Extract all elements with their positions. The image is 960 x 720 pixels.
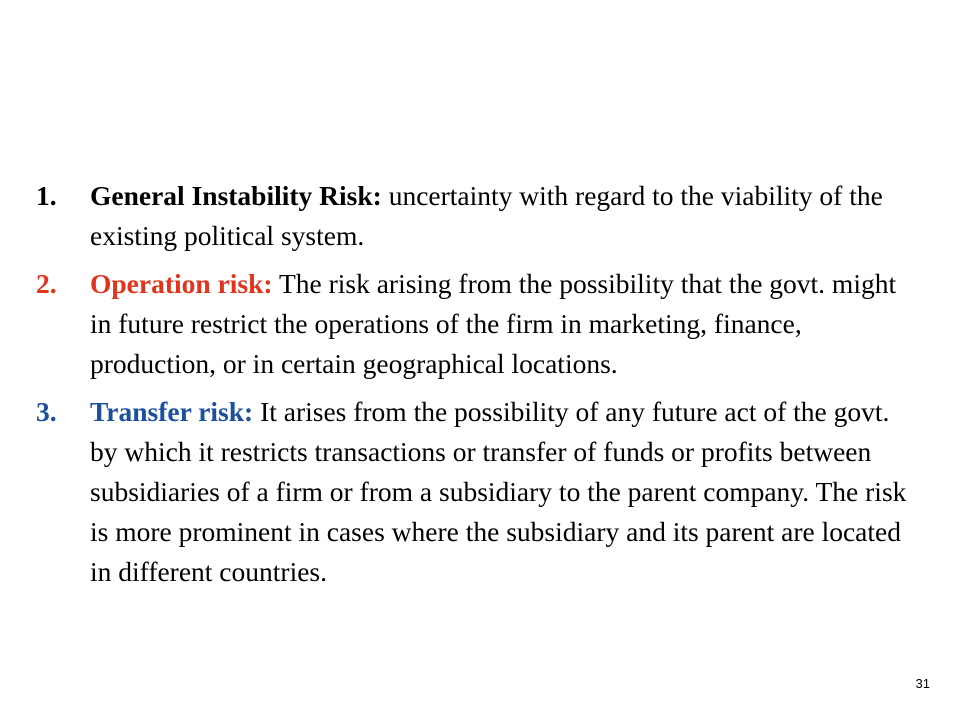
risk-list	[36, 176, 916, 600]
item-text: It arises from the possibility of any future act of the govt. by which it restricts transactions or transfer of funds or profits between subsidiaries of a firm or from a subsidiary to the parent company. The risk is more prominent in cases where the subsidiary and its parent are located in different countries.	[90, 396, 907, 587]
item-title: Operation risk:	[90, 268, 273, 299]
item-title: General Instability Risk:	[90, 180, 382, 211]
risk-item-transfer	[36, 392, 916, 592]
item-text: uncertainty with regard to the viability of the existing political system.	[90, 180, 883, 251]
item-number: 2.	[36, 268, 57, 299]
item-text: The risk arising from the possibility that the govt. might in future restrict the operations of the firm in marketing, finance, production, or in certain geographical locations.	[90, 268, 897, 379]
page-number: 31	[915, 676, 930, 691]
item-title: Transfer risk:	[90, 396, 254, 427]
risk-item-operation	[36, 264, 916, 384]
item-number: 1.	[36, 180, 57, 211]
risk-item-general-instability	[36, 176, 916, 256]
item-number: 3.	[36, 396, 57, 427]
